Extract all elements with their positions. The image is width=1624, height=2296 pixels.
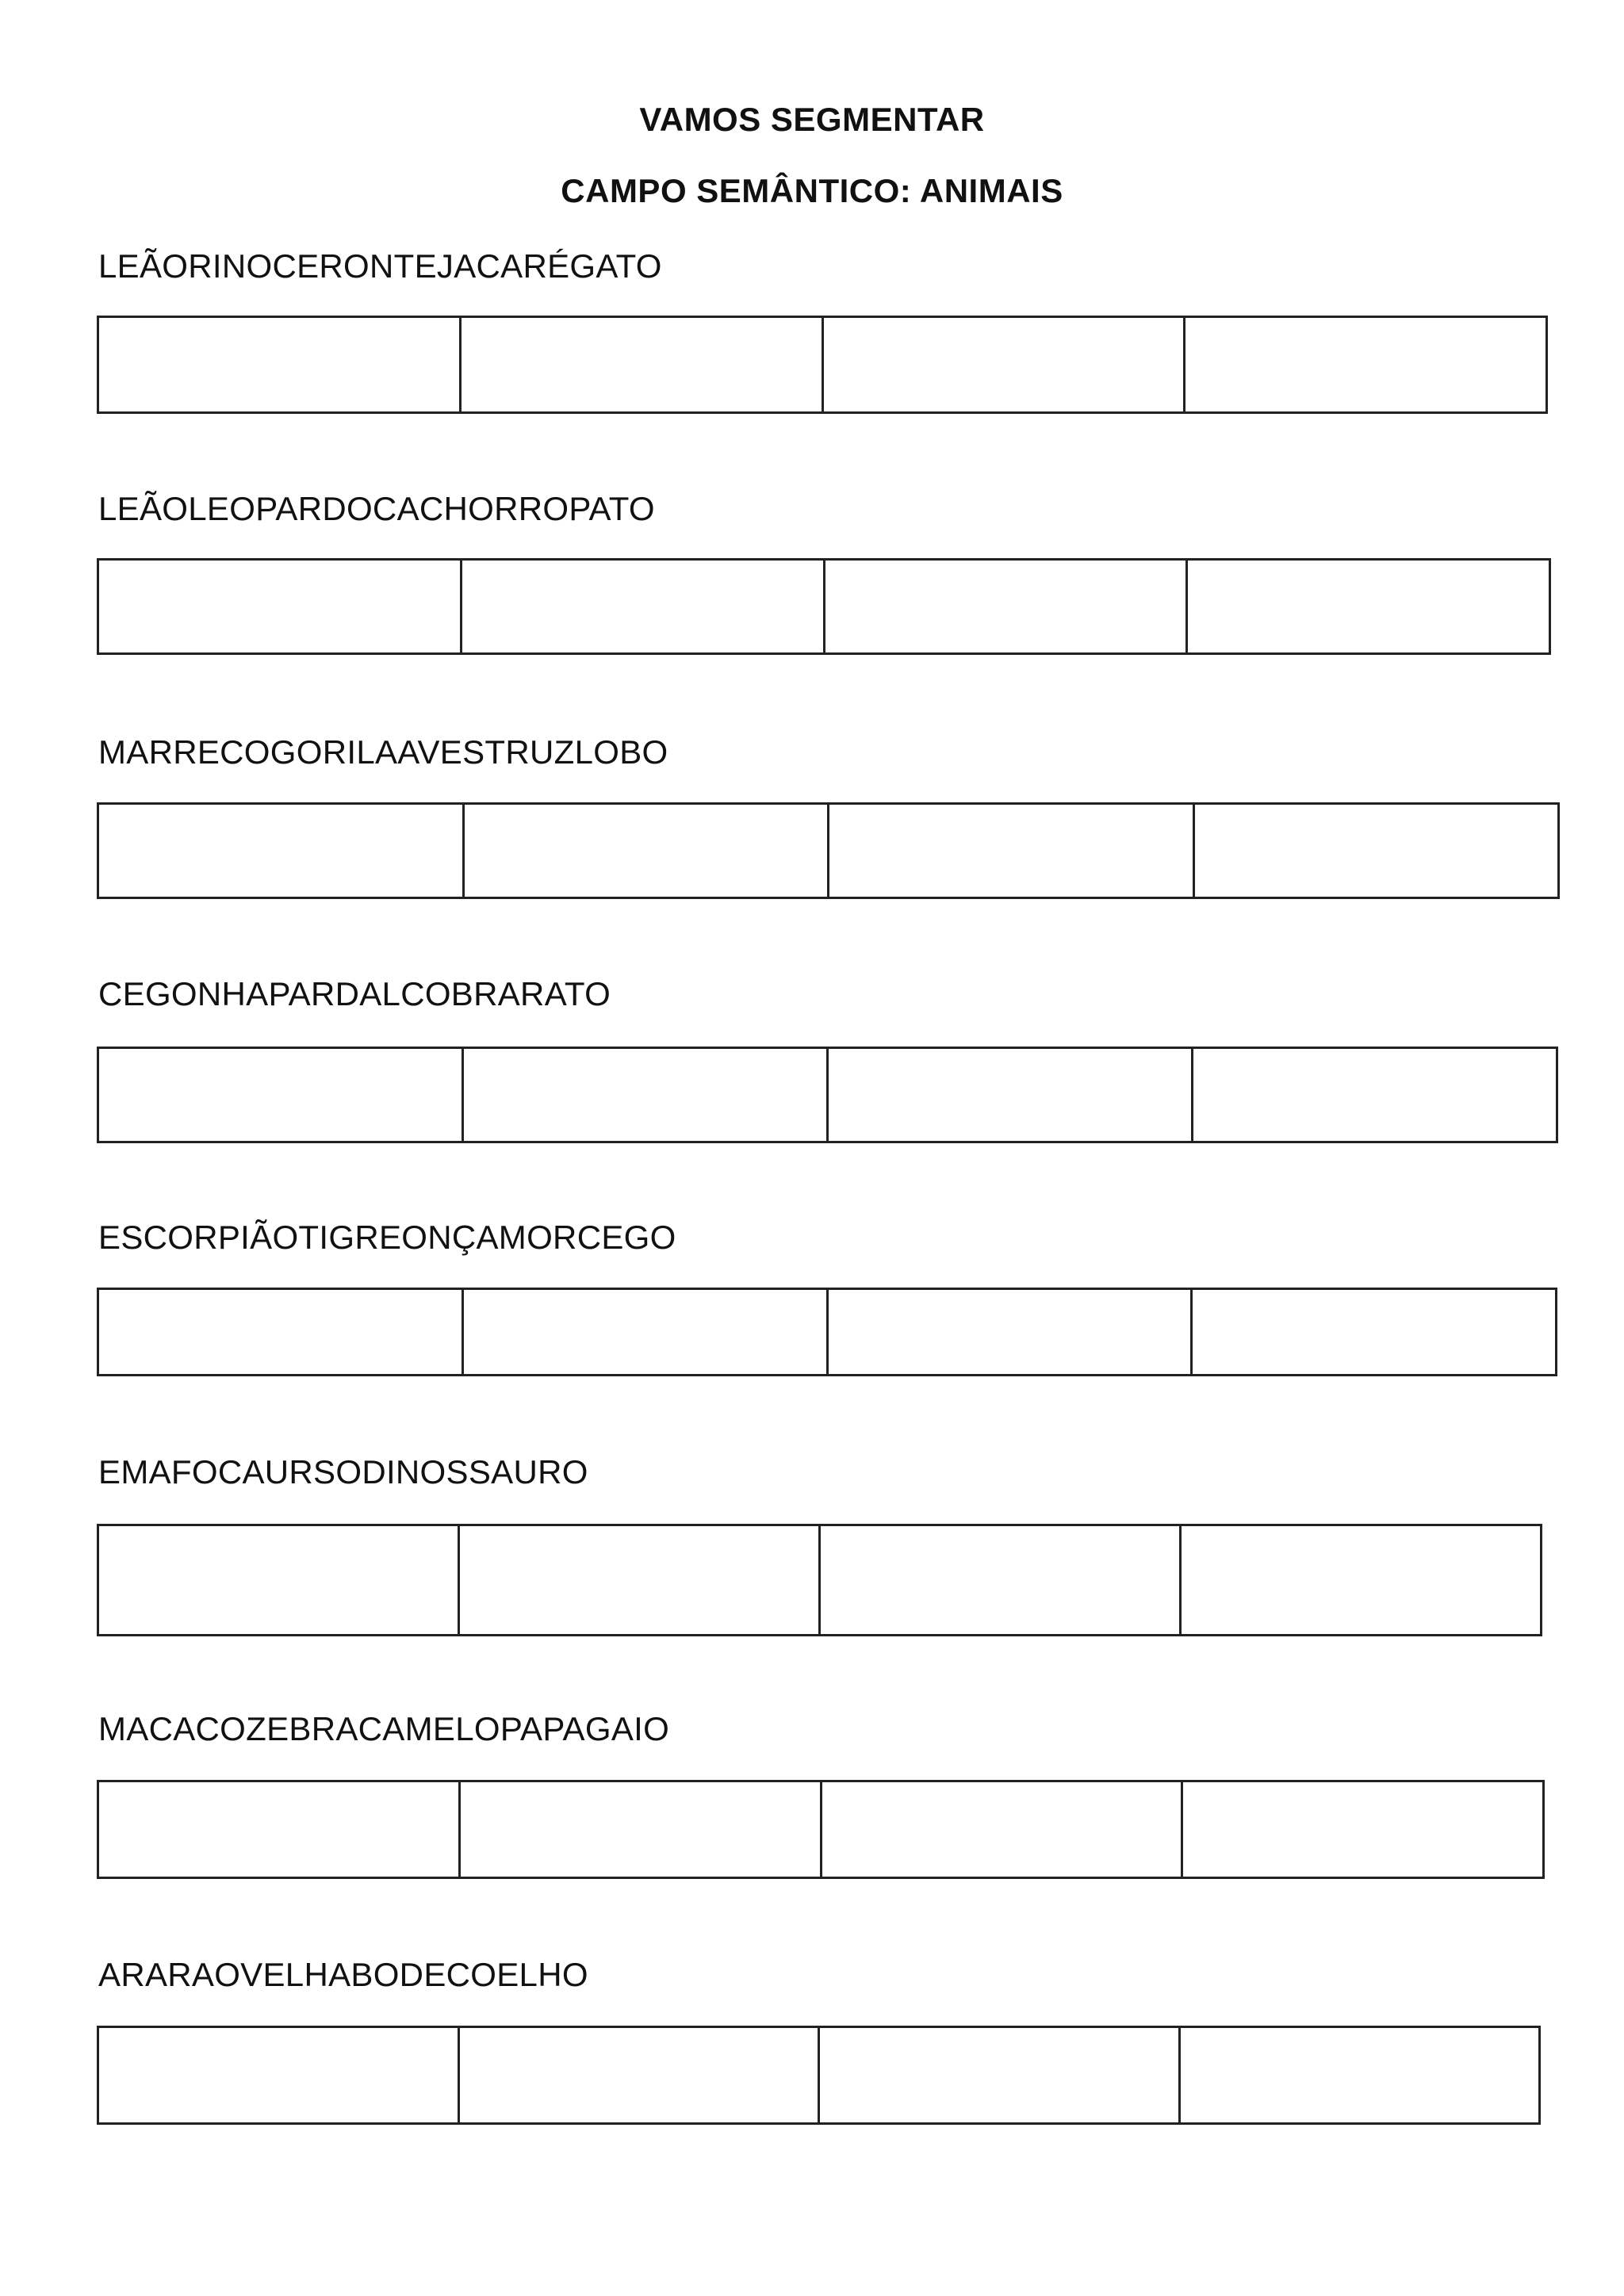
scrambled-word: EMAFOCAURSODINOSSAURO xyxy=(98,1453,588,1490)
answer-box[interactable] xyxy=(825,561,1189,652)
answer-box[interactable] xyxy=(462,318,824,411)
page-title: VAMOS SEGMENTAR xyxy=(639,101,985,138)
answer-box[interactable] xyxy=(1188,561,1549,652)
answer-box[interactable] xyxy=(461,1782,822,1877)
scrambled-word: MACACOZEBRACAMELOPAPAGAIO xyxy=(98,1710,670,1747)
answer-box[interactable] xyxy=(1193,1049,1556,1141)
answer-box[interactable] xyxy=(99,318,462,411)
scrambled-word: LEÃORINOCERONTEJACARÉGATO xyxy=(98,247,662,285)
answer-box[interactable] xyxy=(1195,805,1558,897)
answer-box[interactable] xyxy=(465,805,830,897)
answer-box[interactable] xyxy=(462,561,825,652)
page-subtitle: CAMPO SEMÂNTICO: ANIMAIS xyxy=(561,172,1063,209)
answer-box[interactable] xyxy=(1193,1290,1555,1374)
answer-box[interactable] xyxy=(822,1782,1184,1877)
answer-box[interactable] xyxy=(460,1526,821,1634)
answer-box[interactable] xyxy=(464,1290,829,1374)
answer-box[interactable] xyxy=(1185,318,1545,411)
answer-boxes xyxy=(97,558,1551,655)
scrambled-word: MARRECOGORILAAVESTRUZLOBO xyxy=(98,733,668,771)
answer-box[interactable] xyxy=(820,2028,1181,2122)
scrambled-word: LEÃOLEOPARDOCACHORROPATO xyxy=(98,490,655,527)
scrambled-word: CEGONHAPARDALCOBRARATO xyxy=(98,975,611,1012)
answer-boxes xyxy=(97,1524,1542,1636)
answer-box[interactable] xyxy=(821,1526,1182,1634)
answer-box[interactable] xyxy=(829,805,1195,897)
answer-box[interactable] xyxy=(464,1049,829,1141)
answer-box[interactable] xyxy=(99,1049,464,1141)
scrambled-word: ESCORPIÃOTIGREONÇAMORCEGO xyxy=(98,1219,676,1256)
answer-boxes xyxy=(97,1047,1558,1143)
answer-box[interactable] xyxy=(824,318,1186,411)
answer-boxes xyxy=(97,1288,1557,1376)
answer-boxes xyxy=(97,1780,1545,1879)
answer-box[interactable] xyxy=(99,805,465,897)
answer-box[interactable] xyxy=(99,1782,461,1877)
answer-box[interactable] xyxy=(829,1290,1193,1374)
answer-boxes xyxy=(97,316,1548,414)
answer-box[interactable] xyxy=(99,561,462,652)
scrambled-word: ARARAOVELHABODECOELHO xyxy=(98,1956,588,1993)
answer-box[interactable] xyxy=(99,1290,464,1374)
answer-box[interactable] xyxy=(1183,1782,1542,1877)
answer-box[interactable] xyxy=(460,2028,821,2122)
answer-box[interactable] xyxy=(99,2028,460,2122)
answer-box[interactable] xyxy=(1182,1526,1540,1634)
answer-box[interactable] xyxy=(1181,2028,1539,2122)
answer-boxes xyxy=(97,2026,1541,2125)
answer-boxes xyxy=(97,802,1560,899)
answer-box[interactable] xyxy=(99,1526,460,1634)
answer-box[interactable] xyxy=(829,1049,1193,1141)
